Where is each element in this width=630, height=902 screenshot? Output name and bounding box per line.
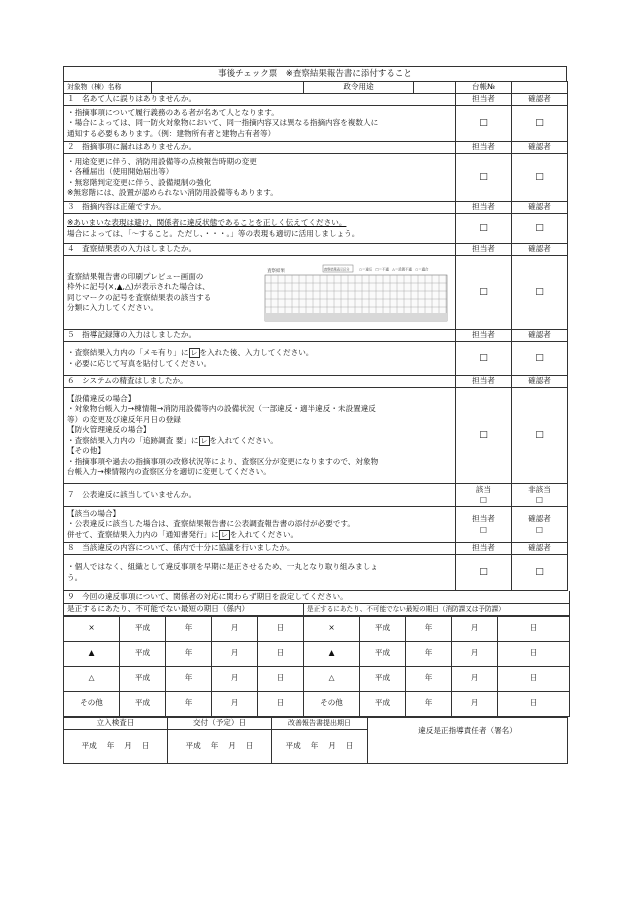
s7-text: 併せて、査察結果入力内の「通知書発行」に bbox=[67, 529, 219, 539]
day-label: 日 bbox=[141, 740, 150, 750]
era-label[interactable]: 平成 bbox=[360, 666, 406, 691]
era-label: 平成 bbox=[285, 740, 301, 750]
violation-mark: × bbox=[64, 616, 120, 641]
responsible-signature-label bbox=[368, 717, 568, 763]
s6-line bbox=[67, 436, 452, 447]
era-label[interactable]: 平成 bbox=[360, 641, 406, 666]
section-6-header bbox=[64, 376, 568, 388]
report-deadline-label: 改善報告書提出期日 bbox=[272, 717, 368, 729]
deadline-row bbox=[64, 691, 570, 716]
kakunin-label: 確認者 bbox=[512, 202, 568, 214]
tanto-checkbox[interactable]: □ bbox=[456, 342, 512, 376]
tanto-checkbox[interactable]: □ bbox=[456, 388, 512, 484]
thumb-heading: 査察結果 bbox=[267, 268, 285, 274]
year-label[interactable]: 年 bbox=[406, 666, 452, 691]
kakunin-checkbox[interactable]: □ bbox=[512, 214, 568, 244]
year-label[interactable]: 年 bbox=[406, 691, 452, 716]
s6-line: ・指摘事項や過去の指摘事項の改修状況等により、査察区分が変更になりますので、対象物 bbox=[67, 456, 379, 466]
year-label: 年 bbox=[210, 740, 219, 750]
month-label[interactable]: 月 bbox=[452, 641, 498, 666]
s1-line: ・場合によっては、同一防火対象物において、同一指摘内容又は異なる指摘内容を複数人に bbox=[67, 118, 379, 128]
month-label[interactable]: 月 bbox=[212, 666, 258, 691]
tanto-checkbox[interactable]: □ bbox=[456, 214, 512, 244]
inspection-date-label: 立入検査日 bbox=[64, 717, 168, 729]
s2-line: ・用途変更に伴う、消防用設備等の点検報告時期の変更 bbox=[67, 156, 257, 166]
header-row bbox=[64, 82, 568, 94]
section-7-text bbox=[64, 507, 456, 543]
section-9-subheader bbox=[64, 603, 570, 615]
section-7-header bbox=[64, 484, 568, 507]
kakunin-label: 確認者 bbox=[512, 244, 568, 256]
inspection-date-field[interactable] bbox=[64, 729, 168, 763]
ledger-label: 台帳№ bbox=[456, 82, 512, 94]
target-value[interactable] bbox=[152, 82, 304, 94]
tanto-checkbox[interactable]: □ bbox=[456, 154, 512, 202]
s2-line: ・各種届出（使用開始届出等） bbox=[67, 167, 174, 176]
section-1-body bbox=[64, 106, 568, 142]
kakunin-checkbox[interactable]: □ bbox=[512, 154, 568, 202]
s4-line: 分類に入力してください。 bbox=[67, 303, 159, 312]
tanto-checkbox[interactable]: □ bbox=[479, 524, 488, 534]
s5-line: ・必要に応じて写真を貼付してください。 bbox=[67, 358, 212, 368]
higaito-checkbox[interactable]: □ bbox=[535, 495, 544, 504]
year-label[interactable]: 年 bbox=[166, 691, 212, 716]
kakunin-checkbox[interactable]: □ bbox=[512, 106, 568, 142]
year-label[interactable]: 年 bbox=[166, 616, 212, 641]
section-3-header bbox=[64, 202, 568, 214]
day-label[interactable]: 日 bbox=[498, 616, 570, 641]
section-5-body bbox=[64, 342, 568, 376]
kakunin-label: 確認者 bbox=[512, 543, 568, 555]
section-1-text bbox=[64, 106, 456, 142]
day-label[interactable]: 日 bbox=[498, 666, 570, 691]
thumb-category-label: 査察結果表示区分 bbox=[324, 267, 350, 271]
section-6-question: ６ システムの精査はしましたか。 bbox=[64, 376, 456, 388]
section-4-question: ４ 査察結果表の入力はしましたか。 bbox=[64, 244, 456, 256]
violation-mark: ▲ bbox=[64, 641, 120, 666]
month-label[interactable]: 月 bbox=[212, 691, 258, 716]
s6-line: 台帳入力→棟情報内の査察区分を適切に変更してください。 bbox=[67, 467, 271, 476]
section-9-header bbox=[64, 591, 570, 603]
s1-line: ・指摘事項について履行義務のある者が名あて人となります。 bbox=[67, 107, 279, 117]
section-4-text bbox=[67, 272, 263, 314]
check-table bbox=[63, 81, 568, 591]
tanto-label: 担当者 bbox=[456, 376, 512, 388]
section-3-body bbox=[64, 214, 568, 244]
s4-line: 枠外に記号(×,▲,△)が表示された場合は、 bbox=[67, 282, 210, 291]
era-label[interactable]: 平成 bbox=[360, 616, 406, 641]
kakunin-checkbox[interactable]: □ bbox=[512, 388, 568, 484]
section-3-text bbox=[64, 214, 456, 244]
day-label: 日 bbox=[345, 740, 354, 750]
deadline-row bbox=[64, 616, 570, 641]
s6-line: 【防火管理違反の場合】 bbox=[67, 425, 151, 434]
s8-line: ・個人ではなく、組織として違反事項を早期に是正させるため、一丸となり取り組みましょ bbox=[67, 562, 378, 571]
check-mark-box: レ bbox=[200, 436, 208, 445]
usage-value[interactable] bbox=[414, 82, 456, 94]
bottom-header-row bbox=[64, 717, 568, 729]
s6-text: を入れてください。 bbox=[209, 435, 278, 445]
check-sheet bbox=[63, 66, 567, 764]
kakunin-checkbox[interactable]: □ bbox=[512, 555, 568, 591]
usage-label: 政令用途 bbox=[304, 82, 414, 94]
violation-mark: △ bbox=[304, 666, 360, 691]
month-label: 月 bbox=[124, 740, 132, 750]
section-6-text bbox=[64, 388, 456, 484]
check-mark-box: レ bbox=[220, 530, 228, 539]
kakunin-checkbox[interactable]: □ bbox=[512, 256, 568, 330]
violation-mark: × bbox=[304, 616, 360, 641]
era-label[interactable]: 平成 bbox=[120, 666, 166, 691]
section-8-question: ８ 当該違反の内容について、係内で十分に協議を行いましたか。 bbox=[64, 543, 456, 555]
kakunin-label: 確認者 bbox=[512, 142, 568, 154]
day-label[interactable]: 日 bbox=[498, 641, 570, 666]
section-1-header bbox=[64, 94, 568, 106]
era-label[interactable]: 平成 bbox=[120, 616, 166, 641]
era-label[interactable]: 平成 bbox=[360, 691, 406, 716]
target-label: 対象物（棟）名称 bbox=[64, 82, 152, 94]
day-label[interactable]: 日 bbox=[258, 666, 304, 691]
s6-line: 【設備違反の場合】 bbox=[67, 393, 136, 403]
s4-line: 同じマークの記号を査察結果表の該当する bbox=[67, 292, 212, 302]
tanto-label: 担当者 bbox=[456, 330, 512, 342]
result-table-thumbnail bbox=[263, 261, 449, 325]
year-label[interactable]: 年 bbox=[406, 641, 452, 666]
violation-mark: その他 bbox=[64, 691, 120, 716]
year-label[interactable]: 年 bbox=[166, 641, 212, 666]
era-label: 平成 bbox=[185, 740, 201, 750]
gaito-cell bbox=[456, 484, 512, 507]
tanto-label: 担当者 bbox=[456, 94, 512, 106]
section-5-text bbox=[64, 342, 456, 376]
s6-line: 【その他】 bbox=[67, 446, 105, 455]
gaito-checkbox[interactable]: □ bbox=[479, 495, 488, 504]
section-9-dates bbox=[63, 616, 570, 717]
section-8-text bbox=[64, 555, 456, 591]
month-label: 月 bbox=[228, 740, 236, 750]
year-label: 年 bbox=[310, 740, 319, 750]
month-label[interactable]: 月 bbox=[452, 616, 498, 641]
bottom-table bbox=[63, 717, 568, 764]
section-2-text bbox=[64, 154, 456, 202]
s6-text: ・査察結果入力内の「追跡調査 要」に bbox=[67, 435, 199, 445]
s4-line: 査察結果報告書の印刷プレビュー画面の bbox=[67, 271, 204, 281]
kakunin-label: 確認者 bbox=[512, 330, 568, 342]
section-5-header bbox=[64, 330, 568, 342]
year-label: 年 bbox=[106, 740, 115, 750]
violation-mark: ▲ bbox=[304, 641, 360, 666]
month-label[interactable]: 月 bbox=[212, 616, 258, 641]
s3-line: ※あいまいな表現は避け、関係者に違反状態であることを正しく伝えてください。 bbox=[67, 218, 347, 227]
ledger-value[interactable] bbox=[512, 82, 568, 94]
thumb-legend: ○＝違反 □＝不適 △＝設置不適 ○＝適合 bbox=[359, 267, 429, 271]
responsible-signature-text: 違反是正指導責任者（署名） bbox=[418, 725, 517, 735]
higaito-cell bbox=[512, 484, 568, 507]
s5-line bbox=[67, 348, 452, 359]
s5-text: ・査察結果入力内の「メモ有り」に bbox=[67, 348, 189, 357]
tanto-checkbox[interactable]: □ bbox=[456, 555, 512, 591]
s1-line: 通知する必要もあります。（例：建物所有者と建物占有者等） bbox=[67, 128, 276, 138]
s6-line: 等）の変更及び違反年月日の登録 bbox=[67, 414, 181, 424]
tanto-checkbox[interactable]: □ bbox=[456, 106, 512, 142]
sheet-title: 事後チェック票 ※査察結果報告書に添付すること bbox=[63, 66, 567, 81]
section-5-question: ５ 指導記録簿の入力はしましたか。 bbox=[64, 330, 456, 342]
higaito-label: 非該当 bbox=[528, 484, 551, 494]
tanto-cell bbox=[456, 507, 512, 543]
s5-text: を入れた後、入力してください。 bbox=[199, 348, 314, 357]
kakunin-checkbox[interactable]: □ bbox=[535, 524, 544, 534]
year-label[interactable]: 年 bbox=[166, 666, 212, 691]
section-4-body bbox=[64, 256, 568, 330]
section-9-question: ９ 今回の違反事項について、関係者の対応に関わらず期日を設定してください。 bbox=[64, 591, 570, 603]
tanto-label: 担当者 bbox=[456, 543, 512, 555]
day-label[interactable]: 日 bbox=[258, 691, 304, 716]
section-8-header bbox=[64, 543, 568, 555]
s2-line: ※無窓階には、設置が認められない消防用設備等もあります。 bbox=[67, 188, 278, 197]
tanto-label: 担当者 bbox=[472, 514, 495, 523]
s3-line: 場合によっては、「～すること。ただし、・・・。」等の表現も適切に活用しましょう。 bbox=[67, 228, 360, 238]
day-label[interactable]: 日 bbox=[498, 691, 570, 716]
section-2-body bbox=[64, 154, 568, 202]
delivery-date-field[interactable] bbox=[168, 729, 272, 763]
kakunin-label: 確認者 bbox=[512, 94, 568, 106]
deadline-row bbox=[64, 641, 570, 666]
section-4-header bbox=[64, 244, 568, 256]
era-label[interactable]: 平成 bbox=[120, 641, 166, 666]
section-9-table bbox=[63, 591, 570, 616]
section-7-question: ７ 公表違反に該当していませんか。 bbox=[64, 484, 456, 507]
s7-text: を入れてください。 bbox=[229, 529, 299, 539]
right-deadline-heading: 是正するにあたり、不可能でない最短の期日（消防課又は予防課） bbox=[304, 603, 570, 615]
month-label[interactable]: 月 bbox=[212, 641, 258, 666]
tanto-label: 担当者 bbox=[456, 244, 512, 256]
kakunin-label: 確認者 bbox=[512, 376, 568, 388]
s8-line: う。 bbox=[67, 572, 83, 582]
section-8-body bbox=[64, 555, 568, 591]
left-deadline-heading: 是正するにあたり、不可能でない最短の期日（係内） bbox=[64, 603, 304, 615]
tanto-checkbox[interactable]: □ bbox=[456, 256, 512, 330]
check-mark-box: レ bbox=[190, 349, 198, 357]
kakunin-checkbox[interactable]: □ bbox=[512, 342, 568, 376]
tanto-label: 担当者 bbox=[456, 142, 512, 154]
day-label[interactable]: 日 bbox=[258, 641, 304, 666]
s7-line bbox=[67, 530, 452, 541]
section-1-question: １ 名あて人に誤りはありませんか。 bbox=[64, 94, 456, 106]
era-label[interactable]: 平成 bbox=[120, 691, 166, 716]
section-2-header bbox=[64, 142, 568, 154]
s2-line: ・無窓階判定変更に伴う、設備規制の強化 bbox=[67, 177, 212, 187]
s7-line: ・公表違反に該当した場合は、査察結果報告書に公表調査報告書の添付が必要です。 bbox=[67, 519, 355, 529]
section-7-body bbox=[64, 507, 568, 543]
violation-mark: △ bbox=[64, 666, 120, 691]
tanto-label: 担当者 bbox=[456, 202, 512, 214]
s6-line: ・対象物台帳入力→棟情報→消防用設備等内の設備状況（一部違反・適半違反・未設置違反 bbox=[67, 404, 376, 413]
section-6-body bbox=[64, 388, 568, 484]
year-label[interactable]: 年 bbox=[406, 616, 452, 641]
deadline-row bbox=[64, 666, 570, 691]
section-2-question: ２ 指摘事項に漏れはありませんか。 bbox=[64, 142, 456, 154]
day-label[interactable]: 日 bbox=[258, 616, 304, 641]
day-label: 日 bbox=[245, 740, 254, 750]
violation-mark: その他 bbox=[304, 691, 360, 716]
month-label[interactable]: 月 bbox=[452, 691, 498, 716]
section-4-content bbox=[64, 256, 456, 330]
s7-line: 【該当の場合】 bbox=[67, 508, 121, 518]
month-label[interactable]: 月 bbox=[452, 666, 498, 691]
section-3-question: ３ 指摘内容は正確ですか。 bbox=[64, 202, 456, 214]
era-label: 平成 bbox=[81, 740, 97, 750]
month-label: 月 bbox=[328, 740, 336, 750]
kakunin-label: 確認者 bbox=[528, 514, 551, 523]
gaito-label: 該当 bbox=[475, 484, 492, 494]
report-deadline-field[interactable] bbox=[272, 729, 368, 763]
kakunin-cell bbox=[512, 507, 568, 543]
delivery-date-label: 交付（予定）日 bbox=[168, 717, 272, 729]
